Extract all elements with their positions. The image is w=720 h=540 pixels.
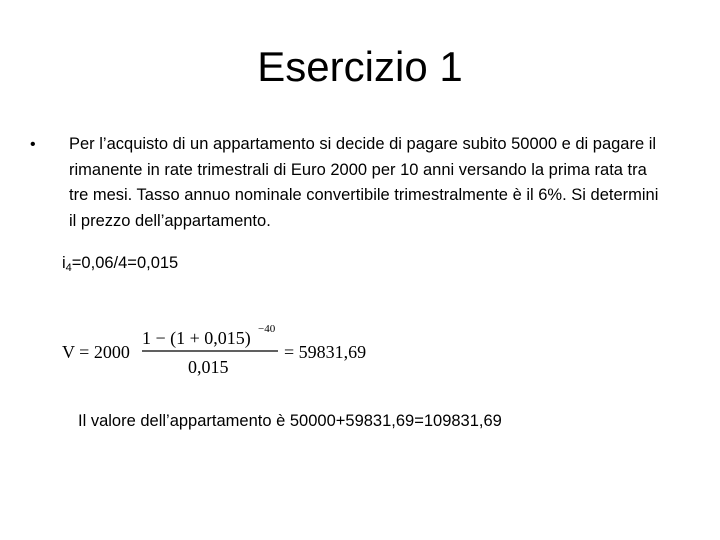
rate-subscript: 4	[65, 262, 72, 274]
formula-result: = 59831,69	[284, 342, 367, 362]
formula-denominator: 0,015	[188, 357, 229, 377]
slide-title: Esercizio 1	[257, 43, 463, 90]
formula-exponent: −40	[258, 323, 276, 335]
rate-definition	[62, 252, 178, 274]
formula-numerator: 1 − (1 + 0,015)	[142, 328, 251, 348]
rate-expression: =0,06/4=0,015	[71, 254, 179, 272]
formula-lhs: V = 2000	[62, 342, 130, 362]
formula-svg	[62, 318, 392, 382]
annuity-formula	[62, 318, 392, 382]
rate-symbol: i	[62, 254, 66, 272]
bullet-marker: •	[30, 136, 36, 153]
problem-statement: Per l’acquisto di un appartamento si decide di pagare subito 50000 e di pagare il rimanente in rate trimestrali di Euro 2000 per 10 anni versando la prima rata tra tre mesi. Tasso annuo nominale convertibile trimestralmente è il 6%. Si determini il prezzo dell’appartamento.	[69, 135, 659, 230]
result-statement: Il valore dell’appartamento è 50000+59831,69=109831,69	[78, 412, 502, 430]
